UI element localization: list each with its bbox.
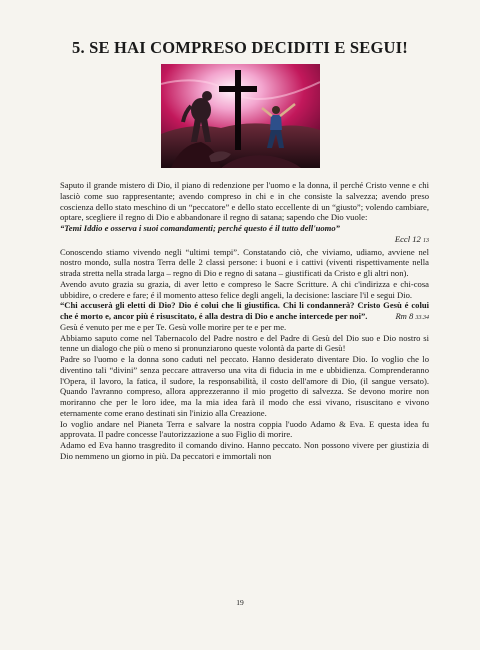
paragraph: Padre so l'uomo e la donna sono caduti nel peccato. Hanno desiderato diventare Dio. Io voglio che lo diventino tali “divini” senza peccare attraverso una vita di fiducia in me e ubbidienza. Comprenderanno l'Opera, il lavoro, la fatica, il sudore, la responsabilità, il costo dell'amore di Dio, (il sangue versato). Quando l'avranno compreso, allora apprezzeranno il mio progetto di salvezza. Se devono morire non moriranno che per le loro idee, ma la mia idea farà il modo che essi vivano, risuscitano e vivono eternamente come erano destinati sin l'inizio alla Creazione. [60, 354, 429, 418]
reference-book: Eccl 12 [394, 233, 421, 244]
scripture-quote [60, 300, 429, 322]
scripture-reference [395, 311, 429, 324]
quote-text: “Chi accuserà gli eletti di Dio? Dio é colui che li giustifica. Chi li condannerà? Cristo Gesù é colui che é morto e, ancor più é risuscitato, é alla destra di Dio e anche intercede per noi”. [60, 300, 429, 321]
paragraph: Abbiamo saputo come nel Tabernacolo del Padre nostro e del Padre di Gesù del Dio suo e Dio nostro si tenne un dialogo che più o meno si pronunziarono queste volontà da parte di Gesù! [60, 332, 429, 354]
reference-book: Rm 8 [395, 311, 414, 321]
page-number: 19 [236, 598, 244, 607]
scripture-reference [60, 234, 429, 247]
reference-verse: 13 [423, 237, 429, 244]
reference-verse: 33.34 [415, 315, 429, 321]
paragraph: Conoscendo stiamo vivendo negli “ultimi tempi”. Constatando ciò, che viviamo, udiamo, avviene nel nostro mondo, sulla nostra Terra delle 2 classi persone: i buoni e i cattivi (viventi rispettivamente nella strada stretta nella strada larga – regno di Dio e regno di satana – giustificati da Cristo e gli altri non). [60, 246, 429, 278]
paragraph: Avendo avuto grazia su grazia, di aver letto e compreso le Sacre Scritture. A chi c'indirizza e chi-cosa ubbidire, o credere e fare; é il momento atteso felice degli angeli, la decisione: lasciare l'il e segui Dio. [60, 278, 429, 300]
body-text [60, 180, 429, 462]
paragraph: Saputo il grande mistero di Dio, il piano di redenzione per l'uomo e la donna, il perché Cristo venne e chi lasciò come suo rappresentante; avendo compreso in chi e in che consiste la salvezza; avendo preso coscienza dello stato meschino di un “peccatore” e dello stato eccellente di un “giusto”; volendo cambiare, optare, scegliere il regno di Dio e abbandonare il regno di satana; sapendo che Dio vuole: [60, 180, 429, 223]
paragraph: Gesù é venuto per me e per Te. Gesù volle morire per te e per me. [60, 321, 287, 332]
page-title: 5. SE HAI COMPRESO DECIDITI E SEGUI! [72, 38, 408, 57]
scripture-quote: “Temi Iddio e osserva i suoi comandamenti; perché questo é il tutto dell'uomo” [60, 223, 340, 233]
cross-illustration [161, 64, 320, 168]
paragraph: Io voglio andare nel Pianeta Terra e salvare la nostra coppia l'uodo Adamo & Eva. E questa idea fu approvata. Il padre concesse l'autorizzazione a suo Figlio di morire. [60, 418, 429, 440]
paragraph: Adamo ed Eva hanno trasgredito il comando divino. Hanno peccato. Non possono vivere per giustizia di Dio nemmeno un giorno in più. Da peccatori e immortali non [60, 440, 429, 461]
